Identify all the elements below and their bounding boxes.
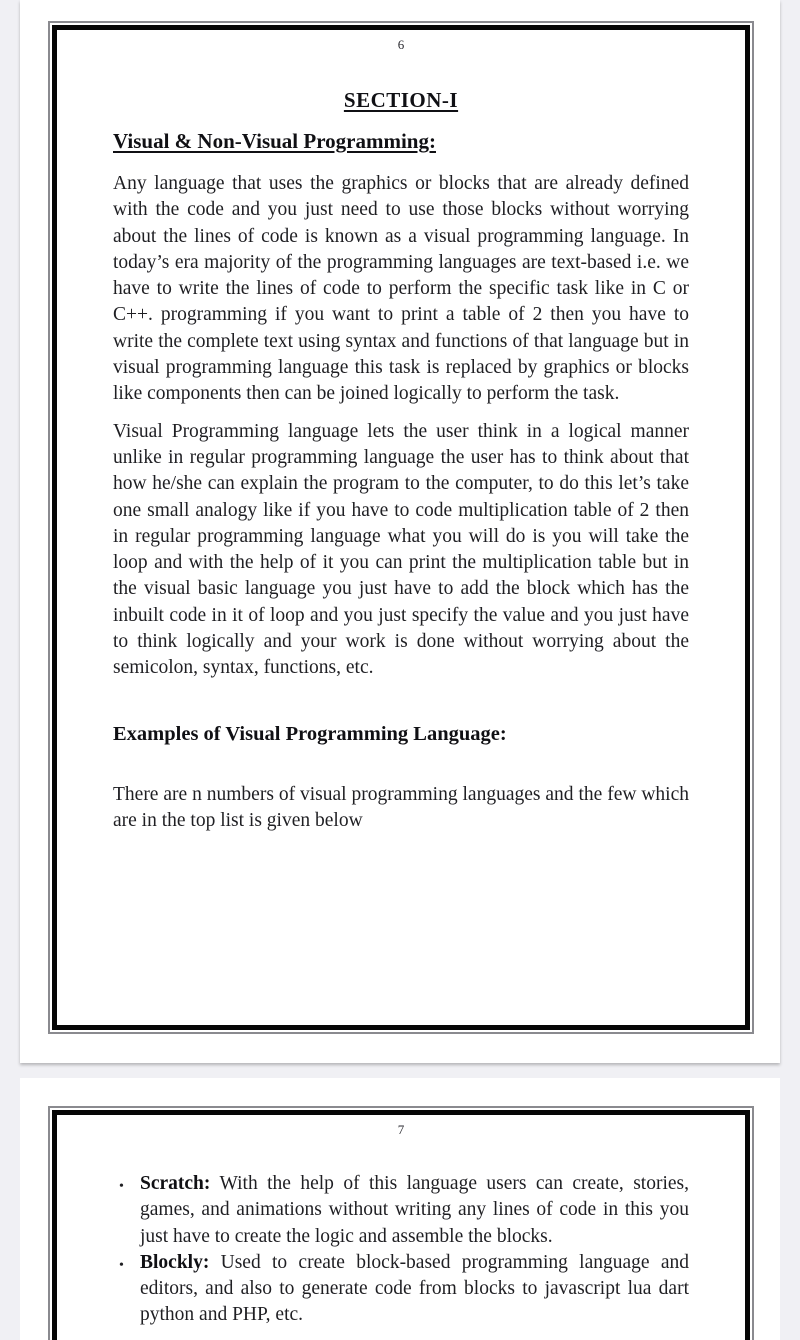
paragraph: There are n numbers of visual programming languages and the few which are in the top list is given below [113, 783, 689, 831]
list-item [119, 1250, 689, 1329]
paragraph: Any language that uses the graphics or blocks that are already defined with the code and you just need to use those blocks without worrying about the lines of code is known as a visual programming language. In today’s era majority of the programming languages are text-based i.e. we have to write the lines of code to perform the specific task like in C or C++. programming if you want to print a table of 2 then you have to write the complete text using syntax and functions of that language but in visual programming language this task is replaced by graphics or blocks like components then can be joined logically to perform the task. [113, 173, 689, 405]
page-6 [20, 0, 780, 1063]
bullet-icon: • [119, 1257, 124, 1273]
page-7 [20, 1078, 780, 1340]
section-title: SECTION-I [343, 88, 459, 112]
page-number: 7 [397, 1122, 405, 1137]
bullet-icon: • [119, 1179, 124, 1194]
list-item-text: With the help of this language users can create, stories, games, and animations without writing any lines of code in this you just have to create the logic and assemble the blocks. [140, 1173, 689, 1247]
chapter-heading: Visual & Non-Visual Programming: [113, 129, 436, 153]
examples-subheading: Examples of Visual Programming Language: [113, 722, 507, 745]
list-item [119, 1171, 689, 1250]
list-item-term: Scratch: [140, 1173, 211, 1194]
page-7-border-frame [52, 1110, 750, 1340]
language-examples-list [113, 1171, 689, 1329]
paragraph: Visual Programming language lets the user think in a logical manner unlike in regular programming language the user has to think about that how he/she can explain the program to the computer, to do this let’s take one small analogy like if you have to code multiplication table of 2 then in regular programming language what you will do is you will take the loop and with the help of it you can print the multiplication table but in the visual basic language you just have to add the block which has the inbuilt code in it of loop and you just specify the value and you just have to think logically and your work is done without worrying about the semicolon, syntax, functions, etc. [113, 420, 689, 679]
list-item-text: Used to create block-based programming language and editors, and also to generate code from blocks to javascript lua dart python and PHP, etc. [140, 1251, 689, 1326]
list-item-term: Blockly: [140, 1251, 210, 1273]
page-6-border-frame [52, 25, 750, 1030]
page-number: 6 [397, 37, 405, 52]
